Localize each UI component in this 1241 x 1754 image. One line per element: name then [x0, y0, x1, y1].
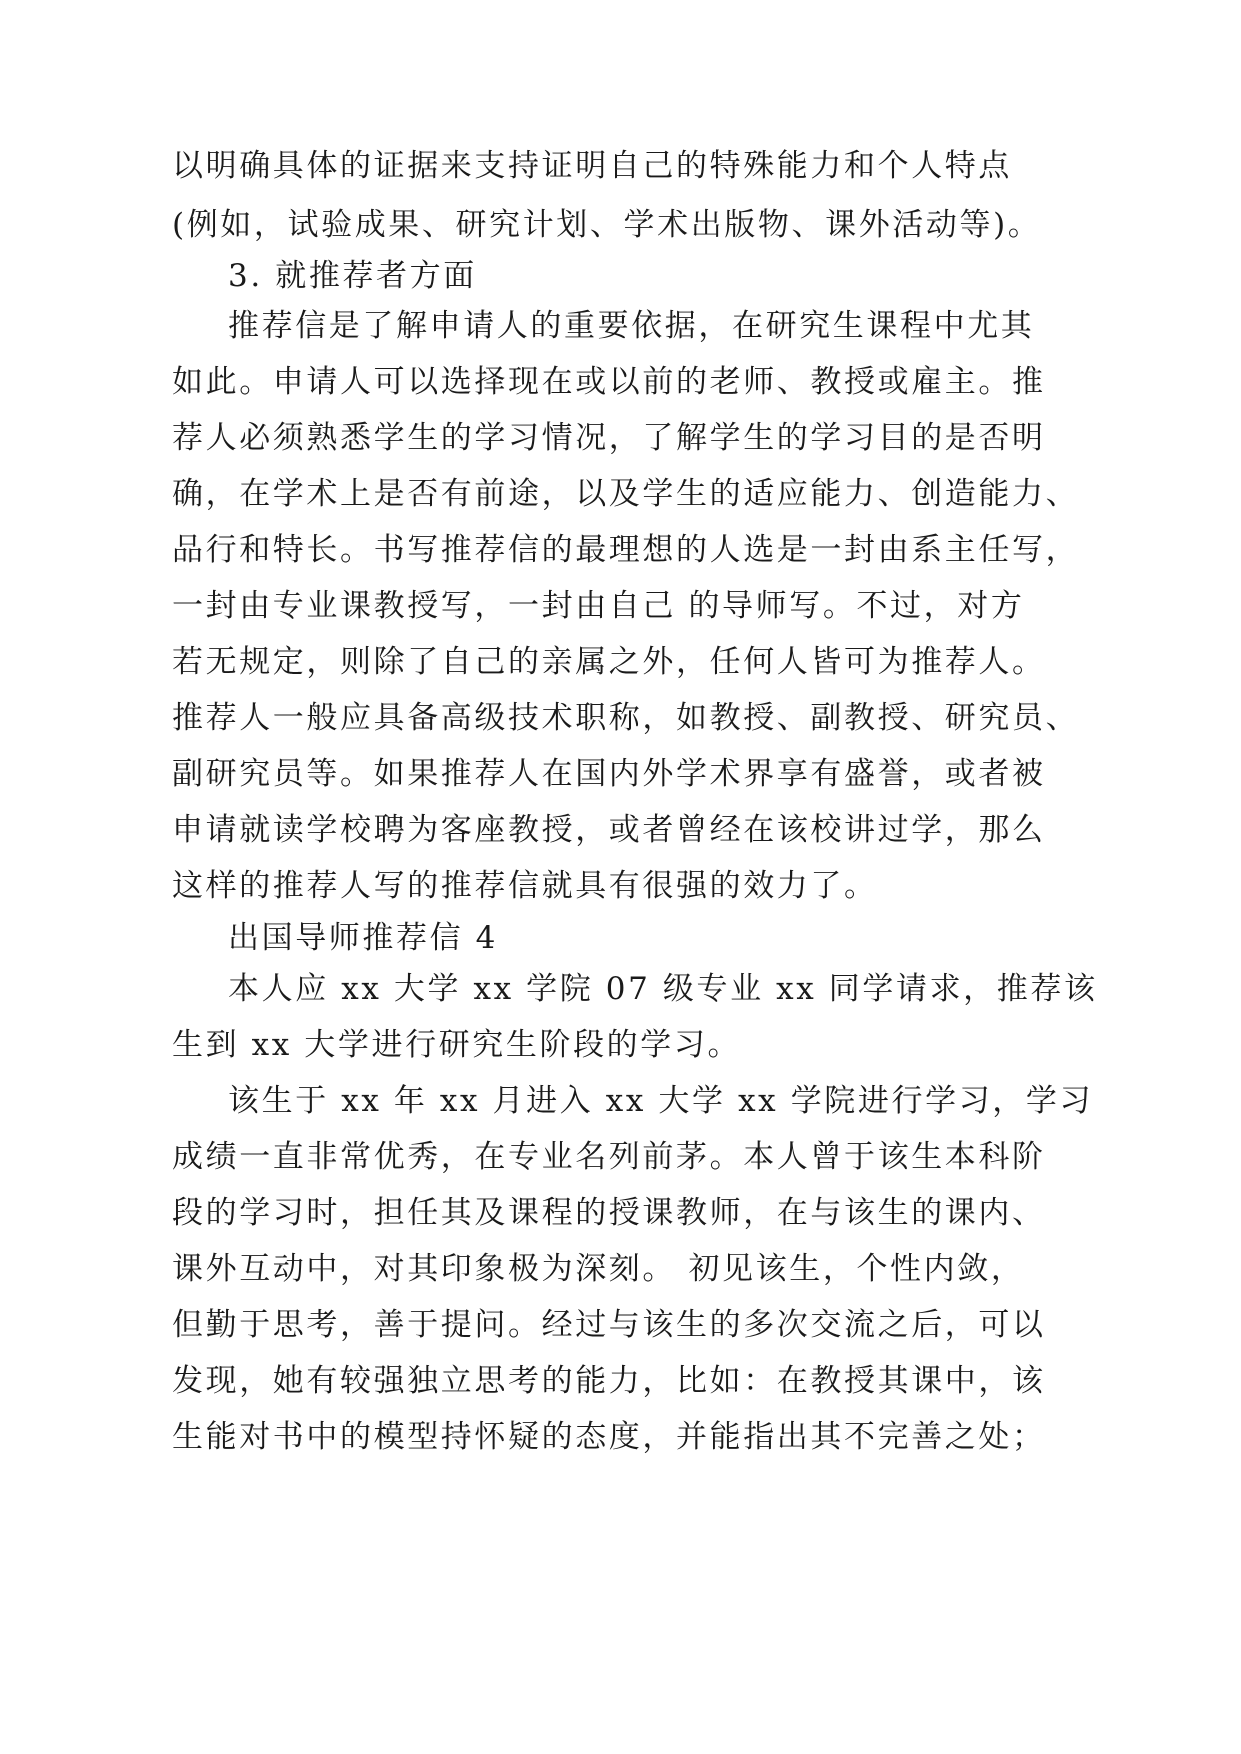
letter-title: 出国导师推荐信 4 [228, 920, 498, 956]
text-line: (例如，试验成果、研究计划、学术出版物、课外活动等)。 [172, 207, 1042, 243]
text-line: 一封由专业课教授写，一封由自己 的导师写。不过，对方 [172, 588, 1025, 624]
text-line: 这样的推荐人写的推荐信就具有很强的效力了。 [172, 868, 878, 904]
text-line: 段的学习时，担任其及课程的授课教师，在与该生的课内、 [172, 1195, 1046, 1231]
text-line: 确，在学术上是否有前途，以及学生的适应能力、创造能力、 [172, 476, 1080, 512]
text-line: 以明确具体的证据来支持证明自己的特殊能力和个人特点 [172, 148, 1012, 184]
text-line: 品行和特长。书写推荐信的最理想的人选是一封由系主任写， [172, 532, 1080, 568]
text-line: 申请就读学校聘为客座教授，或者曾经在该校讲过学，那么 [172, 812, 1046, 848]
text-line: 如此。申请人可以选择现在或以前的老师、教授或雇主。推 [172, 364, 1046, 400]
text-line: 成绩一直非常优秀，在专业名列前茅。本人曾于该生本科阶 [172, 1139, 1046, 1175]
text-line: 副研究员等。如果推荐人在国内外学术界享有盛誉，或者被 [172, 756, 1046, 792]
paragraph-start-line: 该生于 xx 年 xx 月进入 xx 大学 xx 学院进行学习，学习 [228, 1083, 1094, 1119]
text-line: 推荐人一般应具备高级技术职称，如教授、副教授、研究员、 [172, 700, 1080, 736]
text-line: 但勤于思考，善于提问。经过与该生的多次交流之后，可以 [172, 1307, 1046, 1343]
text-line: 荐人必须熟悉学生的学习情况，了解学生的学习目的是否明 [172, 420, 1046, 456]
section-heading: 3. 就推荐者方面 [228, 258, 477, 294]
text-line: 生能对书中的模型持怀疑的态度，并能指出其不完善之处； [172, 1419, 1046, 1455]
text-line: 生到 xx 大学进行研究生阶段的学习。 [172, 1027, 742, 1063]
text-line: 课外互动中，对其印象极为深刻。 初见该生，个性内敛， [172, 1251, 1025, 1287]
text-line: 若无规定，则除了自己的亲属之外，任何人皆可为推荐人。 [172, 644, 1046, 680]
paragraph-start-line: 本人应 xx 大学 xx 学院 07 级专业 xx 同学请求，推荐该 [228, 971, 1098, 1007]
paragraph-start-line: 推荐信是了解申请人的重要依据，在研究生课程中尤其 [228, 308, 1035, 344]
text-line: 发现，她有较强独立思考的能力，比如：在教授其课中，该 [172, 1363, 1046, 1399]
